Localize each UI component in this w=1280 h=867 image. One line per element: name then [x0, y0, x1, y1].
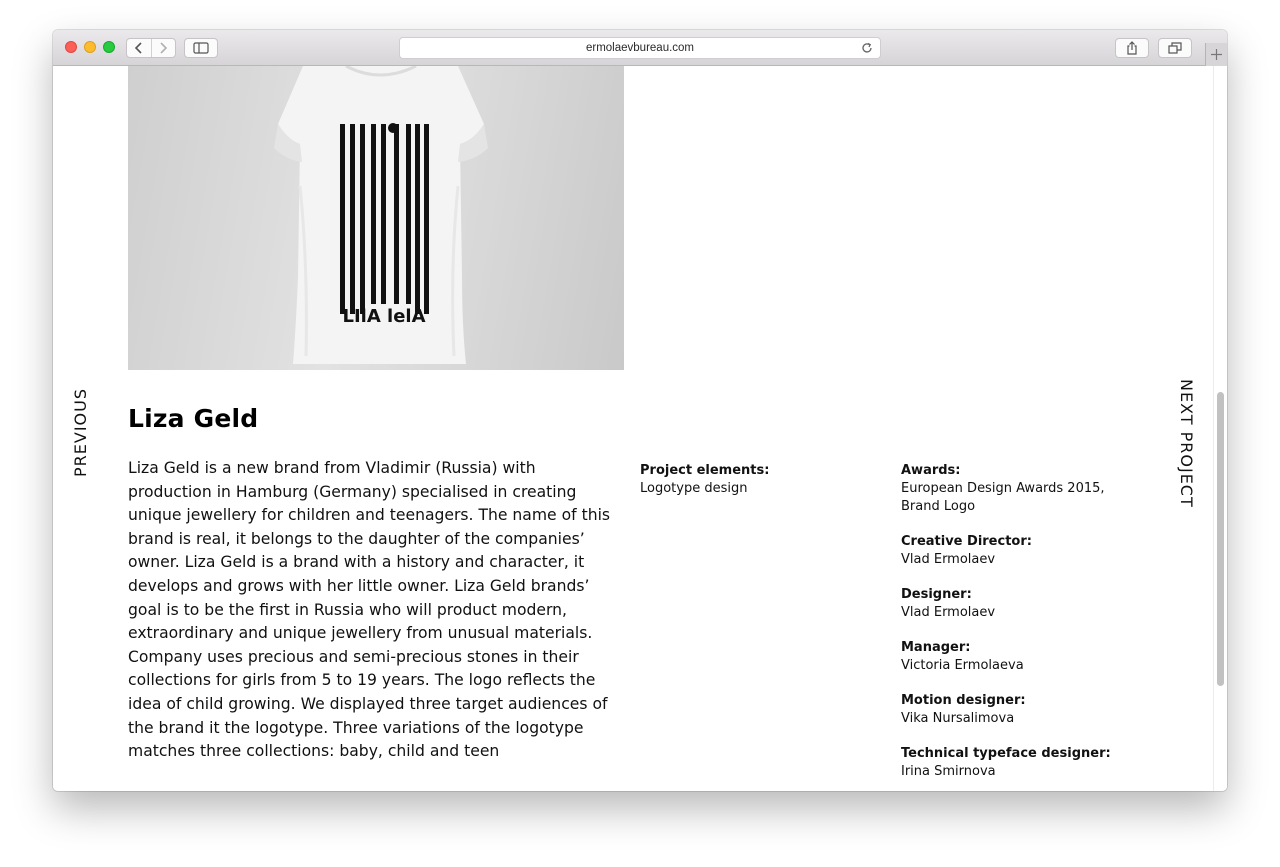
- credit-motion-designer: [901, 692, 1141, 728]
- credit-value: European Design Awards 2015, Brand Logo: [901, 481, 1105, 514]
- browser-toolbar: [53, 30, 1227, 66]
- credit-label: Motion designer:: [901, 693, 1026, 708]
- credits-list: [901, 462, 1141, 791]
- close-window-button[interactable]: [65, 41, 77, 53]
- page-content: [53, 66, 1227, 791]
- credit-label: Manager:: [901, 640, 971, 655]
- project-elements-label: Project elements:: [640, 463, 770, 478]
- browser-window: [53, 30, 1227, 791]
- credit-label: Creative Director:: [901, 534, 1032, 549]
- credit-label: Awards:: [901, 463, 961, 478]
- share-icon: [1126, 41, 1138, 55]
- chevron-right-icon: [158, 42, 168, 54]
- credit-designer: [901, 586, 1141, 622]
- reload-icon[interactable]: [860, 41, 874, 55]
- credit-value: Vlad Ermolaev: [901, 552, 996, 567]
- credit-awards: [901, 462, 1141, 516]
- share-button[interactable]: [1115, 38, 1149, 58]
- tabs-icon: [1168, 42, 1182, 54]
- scrollbar-thumb[interactable]: [1217, 392, 1224, 686]
- credit-creative-director: [901, 533, 1141, 569]
- project-title: Liza Geld: [128, 404, 259, 433]
- url-text: ermolaevbureau.com: [585, 42, 695, 54]
- project-elements-value: Logotype design: [640, 481, 748, 496]
- shirt-print-text: LIlA lelA: [342, 306, 426, 327]
- credit-label: Designer:: [901, 587, 972, 602]
- address-bar[interactable]: [399, 37, 881, 59]
- sidebar-icon: [193, 42, 209, 54]
- credit-value: Vlad Ermolaev: [901, 605, 996, 620]
- credit-typeface-designer: [901, 745, 1141, 781]
- show-tabs-button[interactable]: [1158, 38, 1192, 58]
- project-photo: [128, 66, 624, 370]
- chevron-left-icon: [134, 42, 144, 54]
- history-nav: [126, 38, 176, 58]
- project-elements: [640, 462, 870, 498]
- next-project-link[interactable]: NEXT PROJECT: [1177, 379, 1196, 508]
- tshirt-illustration: [128, 66, 624, 370]
- project-description: Liza Geld is a new brand from Vladimir (Russia) with production in Hamburg (Germany) specialised in creating unique jewellery for children and teenagers. The name of this brand is real, it belongs to the daughter of the companies’ owner. Liza Geld is a brand with a history and character, it develops and grows with her little owner. Liza Geld brands’ goal is to be the first in Russia who will product modern, extraordinary and unique jewellery from unusual materials. Company uses precious and semi-precious stones in their collections for girls from 5 to 19 years. The logo reflects the idea of child growing. We displayed three target audiences of the brand it the logotype. Three variations of the logotype matches three collections: baby, child and teen: [128, 459, 611, 761]
- forward-button[interactable]: [151, 39, 176, 57]
- minimize-window-button[interactable]: [84, 41, 96, 53]
- sidebar-toggle-button[interactable]: [184, 38, 218, 58]
- previous-project-link[interactable]: PREVIOUS: [71, 388, 90, 477]
- credit-label: Technical typeface designer:: [901, 746, 1111, 761]
- credit-value: Irina Smirnova: [901, 764, 996, 779]
- back-button[interactable]: [127, 39, 151, 57]
- plus-icon: [1211, 49, 1222, 60]
- maximize-window-button[interactable]: [103, 41, 115, 53]
- credit-manager: [901, 639, 1141, 675]
- credit-value: Vika Nursalimova: [901, 711, 1015, 726]
- new-tab-button[interactable]: [1205, 43, 1227, 66]
- credit-value: Victoria Ermolaeva: [901, 658, 1024, 673]
